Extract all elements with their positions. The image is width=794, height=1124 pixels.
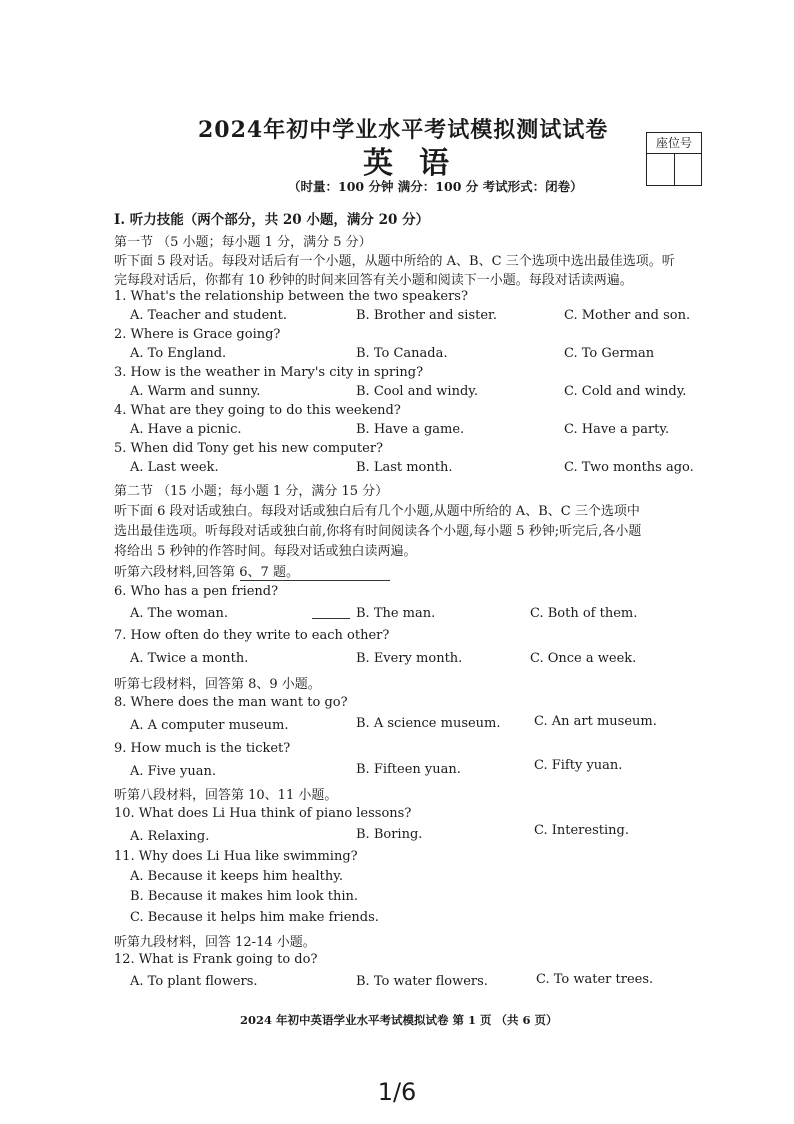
part1-title: 第一节 （5 小题；每小题 1 分，满分 5 分） <box>114 235 372 250</box>
page-footer: 2024 年初中英语学业水平考试模拟试卷 第 1 页 （共 6 页） <box>240 1013 558 1027</box>
question-11: 11. Why does Li Hua like swimming? <box>114 849 358 864</box>
question-3: 3. How is the weather in Mary's city in spring? <box>114 365 424 380</box>
question-4: 4. What are they going to do this weekend? <box>114 403 401 418</box>
material-9-heading: 听第九段材料，回答 12-14 小题。 <box>114 935 316 950</box>
q6-option-a: A. The woman. <box>130 606 229 621</box>
q3-option-c: C. Cold and windy. <box>564 384 687 399</box>
q7-option-b: B. Every month. <box>356 651 463 666</box>
q5-option-c: C. Two months ago. <box>564 460 694 475</box>
question-10: 10. What does Li Hua think of piano lessons? <box>114 806 412 821</box>
q11-option-c: C. Because it helps him make friends. <box>130 910 379 925</box>
q11-option-b: B. Because it makes him look thin. <box>130 889 359 904</box>
part2-title: 第二节 （15 小题；每小题 1 分，满分 15 分） <box>114 484 389 499</box>
q12-option-a: A. To plant flowers. <box>130 974 258 989</box>
q2-option-c: C. To German <box>564 346 655 361</box>
subject-title: 英语 <box>363 146 475 181</box>
q12-option-b: B. To water flowers. <box>356 974 488 989</box>
question-6: 6. Who has a pen friend? <box>114 584 279 599</box>
q3-option-a: A. Warm and sunny. <box>130 384 261 399</box>
q2-option-b: B. To Canada. <box>356 346 448 361</box>
q2-option-a: A. To England. <box>130 346 227 361</box>
q10-option-a: A. Relaxing. <box>130 829 210 844</box>
part1-instruction-line1: 听下面 5 段对话。每段对话后有一个小题，从题中所给的 A、B、C 三个选项中选出最佳选项。听 <box>114 254 675 269</box>
scan-underline <box>240 580 390 581</box>
q9-option-a: A. Five yuan. <box>130 764 216 779</box>
q11-option-a: A. Because it keeps him healthy. <box>130 869 344 884</box>
material-7-heading: 听第七段材料，回答第 8、9 小题。 <box>114 677 321 692</box>
q1-option-c: C. Mother and son. <box>564 308 691 323</box>
q10-option-c: C. Interesting. <box>534 823 629 838</box>
page-indicator: 1/6 <box>377 1078 417 1106</box>
question-1: 1. What's the relationship between the two speakers? <box>114 289 468 304</box>
part2-instruction-line3: 将给出 5 秒钟的作答时间。每段对话或独白读两遍。 <box>114 544 417 559</box>
q1-option-a: A. Teacher and student. <box>130 308 288 323</box>
q12-option-c: C. To water trees. <box>536 972 654 987</box>
q7-option-a: A. Twice a month. <box>130 651 249 666</box>
q3-option-b: B. Cool and windy. <box>356 384 479 399</box>
q1-option-b: B. Brother and sister. <box>356 308 497 323</box>
q6-option-b: B. The man. <box>356 606 436 621</box>
q4-option-b: B. Have a game. <box>356 422 465 437</box>
q9-option-b: B. Fifteen yuan. <box>356 762 461 777</box>
q9-option-c: C. Fifty yuan. <box>534 758 623 773</box>
material-6-heading: 听第六段材料,回答第 6、7 题。 <box>114 565 299 580</box>
exam-meta: （时量：100 分钟 满分：100 分 考试形式：闭卷） <box>288 179 583 194</box>
material-8-heading: 听第八段材料，回答第 10、11 小题。 <box>114 788 338 803</box>
question-2: 2. Where is Grace going? <box>114 327 281 342</box>
question-12: 12. What is Frank going to do? <box>114 952 318 967</box>
q7-option-c: C. Once a week. <box>530 651 637 666</box>
part2-instruction-line1: 听下面 6 段对话或独白。每段对话或独白后有几个小题,从题中所给的 A、B、C 三个选项中 <box>114 504 640 519</box>
q4-option-a: A. Have a picnic. <box>130 422 242 437</box>
q10-option-b: B. Boring. <box>356 827 423 842</box>
seat-number-label: 座位号 <box>647 133 701 154</box>
q8-option-c: C. An art museum. <box>534 714 657 729</box>
seat-number-box <box>646 132 702 186</box>
question-5: 5. When did Tony get his new computer? <box>114 441 384 456</box>
section-heading: I. 听力技能（两个部分，共 20 小题，满分 20 分） <box>114 212 430 228</box>
part2-instruction-line2: 选出最佳选项。听每段对话或独白前,你将有时间阅读各个小题,每小题 5 秒钟;听完后,各小题 <box>114 524 642 539</box>
q4-option-c: C. Have a party. <box>564 422 670 437</box>
q8-option-b: B. A science museum. <box>356 716 501 731</box>
q8-option-a: A. A computer museum. <box>130 718 289 733</box>
question-7: 7. How often do they write to each other? <box>114 628 390 643</box>
q6-option-c: C. Both of them. <box>530 606 638 621</box>
q5-option-a: A. Last week. <box>130 460 219 475</box>
question-9: 9. How much is the ticket? <box>114 741 291 756</box>
exam-title: 2024年初中学业水平考试模拟测试试卷 <box>198 117 609 143</box>
part1-instruction-line2: 完每段对话后，你都有 10 秒钟的时间来回答有关小题和阅读下一小题。每段对话读两遍。 <box>114 273 633 288</box>
scan-underline <box>312 618 350 619</box>
question-8: 8. Where does the man want to go? <box>114 695 348 710</box>
seat-box-divider <box>674 153 675 185</box>
q5-option-b: B. Last month. <box>356 460 453 475</box>
